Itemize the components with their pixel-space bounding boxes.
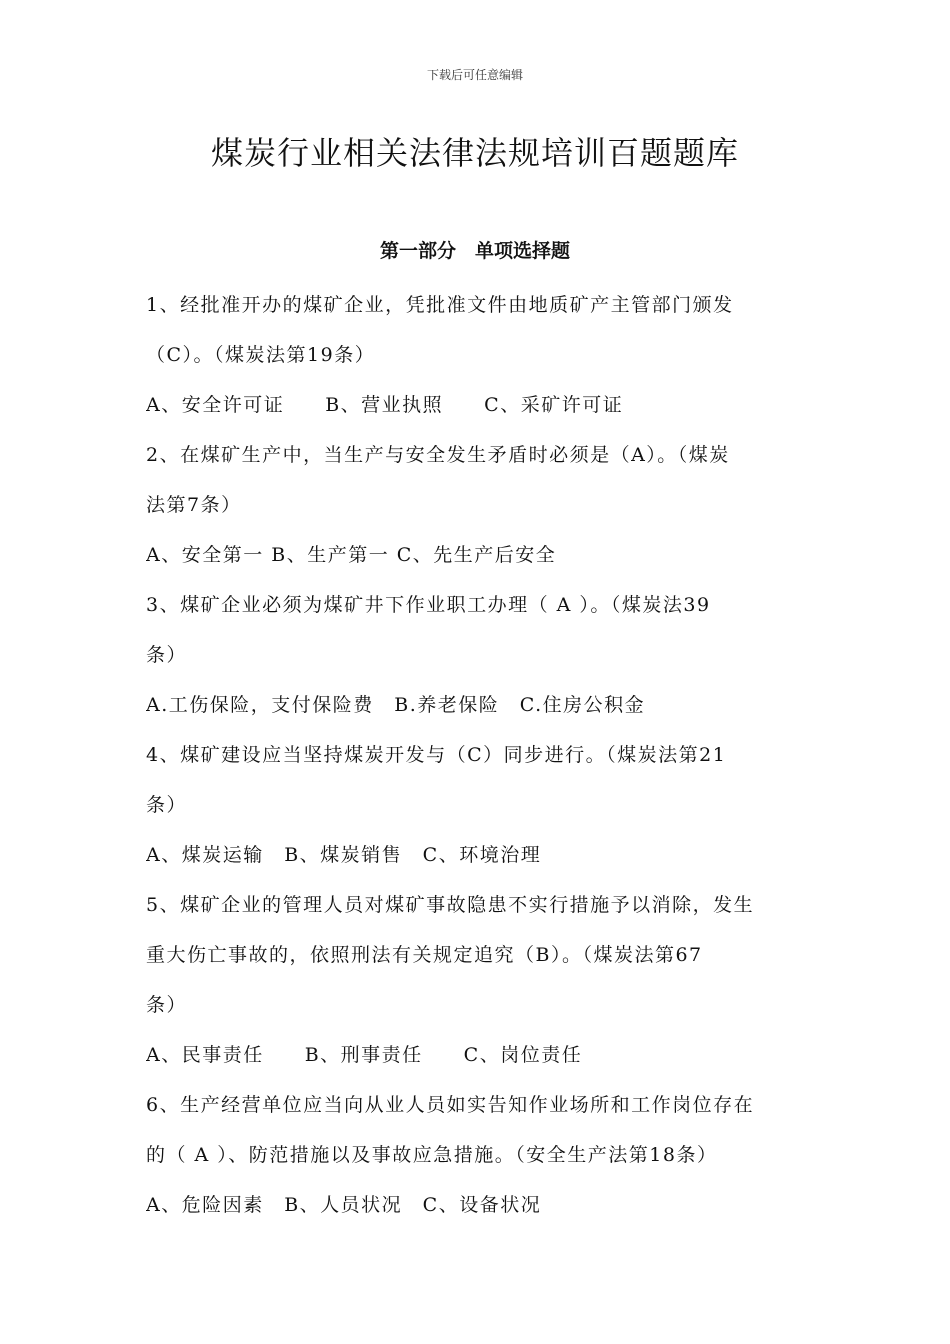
question-2-line-2: 法第7条）	[146, 494, 242, 516]
question-3-line-1: 3、煤矿企业必须为煤矿井下作业职工办理（ A ）。（煤炭法39	[146, 594, 711, 616]
section-title: 第一部分 单项选择题	[379, 240, 570, 262]
question-3-line-2: 条）	[146, 644, 188, 666]
question-3-options: A.工伤保险，支付保险费 B.养老保险 C.住房公积金	[146, 694, 646, 716]
question-5-line-2: 重大伤亡事故的，依照刑法有关规定追究（B）。（煤炭法第67	[146, 944, 703, 966]
question-5-line-3: 条）	[146, 994, 188, 1016]
question-4-line-2: 条）	[146, 794, 188, 816]
header-note: 下载后可任意编辑	[426, 68, 523, 82]
question-4-line-1: 4、煤矿建设应当坚持煤炭开发与（C）同步进行。（煤炭法第21	[146, 744, 727, 766]
question-6-line-2: 的（ A ）、防范措施以及事故应急措施。（安全生产法第18条）	[146, 1144, 718, 1166]
question-1-line-1: 1、经批准开办的煤矿企业，凭批准文件由地质矿产主管部门颁发	[146, 294, 734, 316]
question-1-line-2: （C）。（煤炭法第19条）	[146, 344, 376, 366]
question-list	[146, 280, 811, 1230]
question-5-options: A、民事责任 B、刑事责任 C、岗位责任	[146, 1044, 583, 1066]
question-6-line-1: 6、生产经营单位应当向从业人员如实告知作业场所和工作岗位存在	[146, 1094, 755, 1116]
document-title: 煤炭行业相关法律法规培训百题题库	[210, 134, 739, 172]
question-1-options: A、安全许可证 B、营业执照 C、采矿许可证	[146, 394, 624, 416]
question-4-options: A、煤炭运输 B、煤炭销售 C、环境治理	[146, 844, 542, 866]
question-2-options: A、安全第一 B、生产第一 C、先生产后安全	[146, 544, 557, 566]
question-6-options: A、危险因素 B、人员状况 C、设备状况	[146, 1194, 542, 1216]
question-5-line-1: 5、煤矿企业的管理人员对煤矿事故隐患不实行措施予以消除，发生	[146, 894, 755, 916]
question-2-line-1: 2、在煤矿生产中，当生产与安全发生矛盾时必须是（A）。（煤炭	[146, 444, 730, 466]
